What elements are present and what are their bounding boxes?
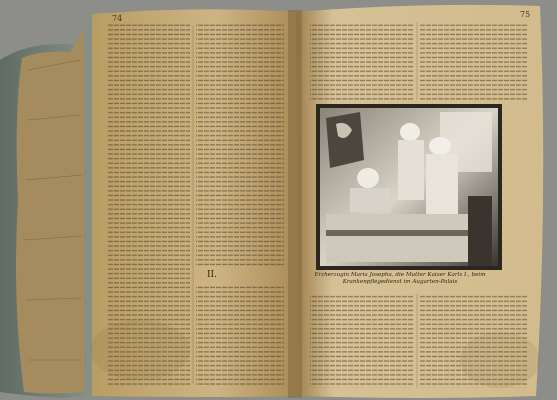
photo-caption: Erzherzogin Maria Josepha, die Mutter Kaiser Karls I., beim Krankenpflegedienst im Augarten-Palais bbox=[314, 272, 486, 285]
left-column-2b bbox=[196, 286, 284, 386]
right-page-number: 75 bbox=[520, 10, 531, 19]
right-column-2 bbox=[420, 22, 528, 102]
left-column-2 bbox=[196, 24, 284, 268]
page-edges bbox=[16, 30, 84, 394]
section-heading: II. bbox=[207, 270, 217, 280]
left-page-number: 74 bbox=[112, 14, 123, 23]
right-column-3 bbox=[310, 294, 414, 388]
hospital-photo bbox=[316, 104, 502, 270]
right-column-1 bbox=[310, 22, 414, 102]
